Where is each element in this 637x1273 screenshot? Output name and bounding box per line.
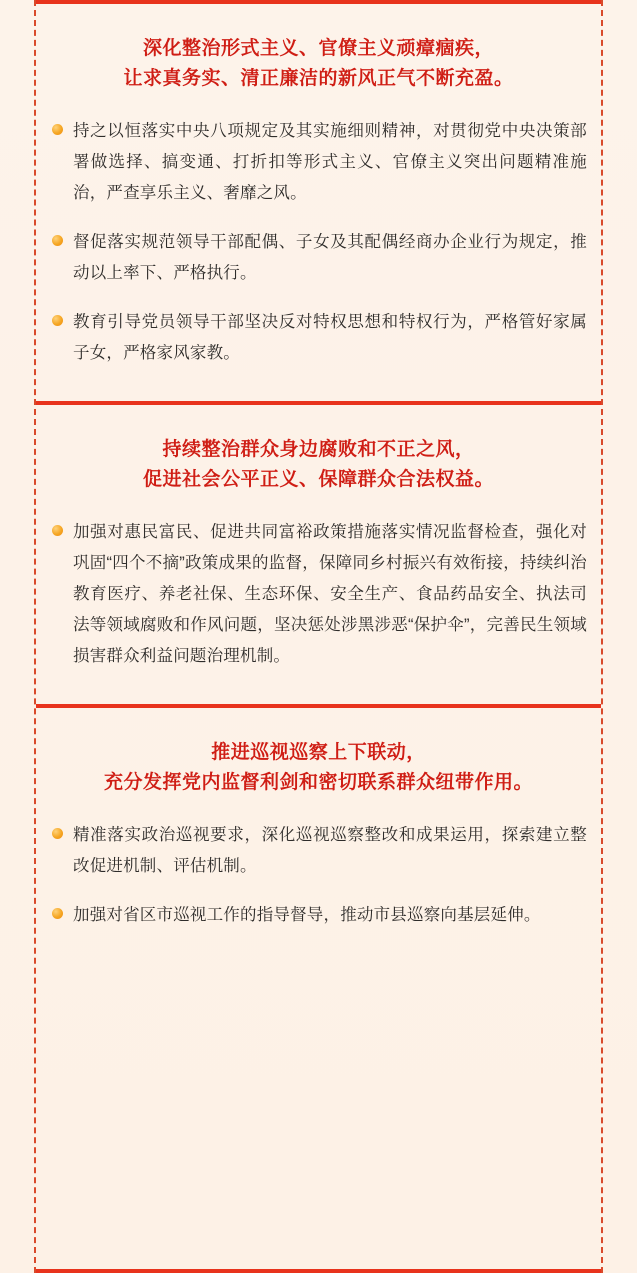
section-2-title [50, 435, 587, 495]
section-3-title-line-1: 推进巡视巡察上下联动， [211, 742, 426, 763]
section-1-paragraph-3 [50, 307, 587, 369]
section-2-paragraph-1 [50, 517, 587, 672]
section-1-paragraph-1 [50, 116, 587, 209]
section-1-paragraph-1-text: 持之以恒落实中央八项规定及其实施细则精神，对贯彻党中央决策部署做选择、搞变通、打折扣等形式主义、官僚主义突出问题精准施治，严查享乐主义、奢靡之风。 [73, 122, 587, 202]
bullet-dot-icon [52, 235, 63, 246]
section-1-paragraph-3-text: 教育引导党员领导干部坚决反对特权思想和特权行为，严格管好家属子女，严格家风家教。 [73, 313, 587, 362]
section-2-title-line-2: 促进社会公平正义、保障群众合法权益。 [142, 469, 494, 490]
section-2-title-line-1: 持续整治群众身边腐败和不正之风， [162, 439, 475, 460]
section-3-paragraph-2-text: 加强对省区市巡视工作的指导督导，推动市县巡察向基层延伸。 [73, 906, 541, 924]
section-3-title-line-2: 充分发挥党内监督利剑和密切联系群众纽带作用。 [103, 772, 533, 793]
section-3-paragraph-1 [50, 820, 587, 882]
right-dashed-border [601, 0, 603, 1273]
section-1-title-line-1: 深化整治形式主义、官僚主义顽瘴痼疾， [142, 38, 494, 59]
section-2-paragraph-1-text: 加强对惠民富民、促进共同富裕政策措施落实情况监督检查，强化对巩固“四个不摘”政策成果的监督，保障同乡村振兴有效衔接，持续纠治教育医疗、养老社保、生态环保、安全生产、食品药品安全、执法司法等领域腐败和作风问题，坚决惩处涉黑涉恶“保护伞”，完善民生领域损害群众利益问题治理机制。 [73, 523, 587, 665]
section-3-paragraph-1-text: 精准落实政治巡视要求，深化巡视巡察整改和成果运用，探索建立整改促进机制、评估机制。 [73, 826, 587, 875]
poster-content [36, 0, 601, 1273]
section-1-title-line-2: 让求真务实、清正廉洁的新风正气不断充盈。 [123, 68, 514, 89]
bullet-dot-icon [52, 315, 63, 326]
section-3-title [50, 738, 587, 798]
divider-rule-bottom [36, 1269, 601, 1273]
bullet-dot-icon [52, 908, 63, 919]
section-1-paragraph-2-text: 督促落实规范领导干部配偶、子女及其配偶经商办企业行为规定，推动以上率下、严格执行。 [73, 233, 587, 282]
section-1-title [50, 34, 587, 94]
section-3-paragraph-2 [50, 900, 587, 931]
section-1 [36, 34, 601, 369]
section-2 [36, 435, 601, 672]
bullet-dot-icon [52, 124, 63, 135]
section-1-paragraph-2 [50, 227, 587, 289]
bullet-dot-icon [52, 525, 63, 536]
section-3 [36, 738, 601, 931]
bullet-dot-icon [52, 828, 63, 839]
